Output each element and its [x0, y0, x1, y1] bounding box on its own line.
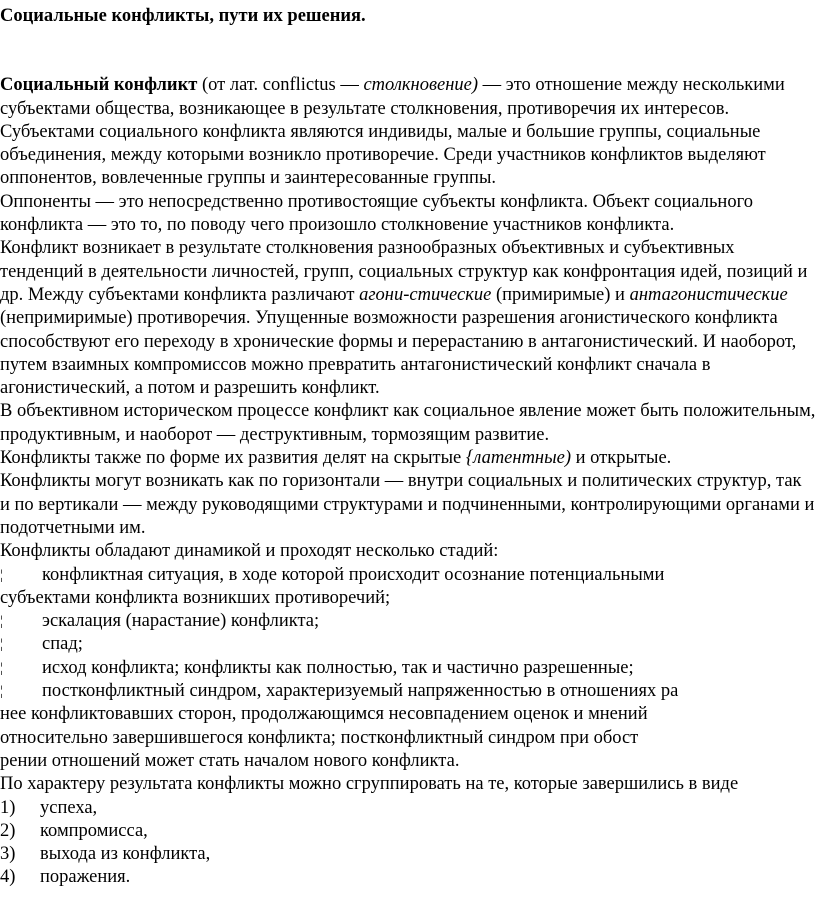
title-spacer [0, 28, 816, 74]
paragraph-forms [0, 447, 816, 470]
stage-continuation: рении отношений может стать началом нового конфликта. [0, 750, 460, 771]
result-item [0, 843, 816, 866]
result-item [0, 797, 816, 820]
contradictions-part-e: (непримиримые) противоречия. Упущенные возможности разрешения агонистического конфликта способствуют его переходу в хронические формы и перерастанию в антагонистический. И наоборот, путем взаимных компромиссов можно превратить антагонистический конфликт сначала в агонистический, а потом и разрешить конфликт. [0, 308, 797, 399]
paragraph-historical: В объективном историческом процессе конфликт как социальное явление может быть положительным, продуктивным, и наоборот — деструктивным, тормозящим развитие. [0, 401, 816, 445]
bullet-icon: ¦ [0, 567, 3, 583]
result-text: успеха, [40, 797, 98, 818]
result-text: выхода из конфликта, [40, 844, 211, 865]
document-title: Социальные конфликты, пути их решения. [0, 6, 366, 26]
stage-text: спад; [42, 634, 83, 655]
stage-item [0, 564, 816, 587]
paragraph-directions: Конфликты могут возникать как по горизонтали — внутри социальных и политических структур, так и по вертикали — между руководящими структурами и подчиненными, контролирующими органами и подотчетными им. [0, 471, 815, 538]
result-text: компромисса, [40, 820, 148, 841]
result-text: поражения. [40, 867, 131, 888]
stage-continuation: относительно завершившегося конфликта; постконфликтный синдром при обост [0, 727, 639, 748]
definition-part-c: — это отношение между несколькими субъектами общества, возникающее в результате столкновения, противоречия их интересов. [0, 75, 785, 119]
italic-antagonistic: антагонистические [629, 284, 788, 305]
paragraph-stages-intro: Конфликты обладают динамикой и проходят несколько стадий: [0, 541, 499, 562]
definition-part-a: (от лат. conflictus — [197, 75, 364, 96]
stage-text: исход конфликта; конфликты как полностью, так и частично разрешенные; [42, 657, 634, 678]
forms-part-c: и открытые. [571, 448, 672, 469]
paragraph-contradictions [0, 237, 816, 400]
result-number: 4) [0, 867, 16, 888]
bullet-icon: ¦ [0, 684, 3, 700]
stage-text: постконфликтный синдром, характеризуемый напряженностью в отношениях ра [42, 681, 679, 702]
bullet-icon: ¦ [0, 637, 3, 653]
stage-continuation: нее конфликтовавших сторон, продолжающимся несовпадением оценок и мнений [0, 704, 648, 725]
paragraph-results-intro: По характеру результата конфликты можно сгруппировать на те, которые завершились в виде [0, 774, 739, 795]
stage-continuation: субъектами конфликта возникших противоречий; [0, 587, 391, 608]
contradictions-part-a: Конфликт возникает в результате столкновения разнообразных объективных и субъективных тенденций в деятельности личностей, групп, социальных структур как конфронтация идей, позиций и др. Между субъектами конфликта различают [0, 238, 808, 305]
stage-item [0, 633, 816, 656]
forms-part-a: Конфликты также по форме их развития делят на скрытые [0, 448, 466, 469]
result-number: 3) [0, 844, 16, 865]
paragraph-definition [0, 74, 816, 121]
result-number: 1) [0, 797, 16, 818]
stage-text: эскалация (нарастание) конфликта; [42, 611, 320, 632]
italic-agonistic: агони-стические [359, 284, 492, 305]
paragraph-opponents: Оппоненты — это непосредственно противостоящие субъекты конфликта. Объект социального конфликта — это то, по поводу чего произошло столкновение участников конфликта. [0, 191, 753, 236]
contradictions-part-c: (примиримые) и [491, 284, 630, 305]
stage-item [0, 680, 816, 703]
stage-text: конфликтная ситуация, в ходе которой происходит осознание потенциальными [42, 564, 665, 585]
result-number: 2) [0, 820, 16, 841]
definition-italic: столкновение) [363, 75, 479, 96]
result-item [0, 820, 816, 843]
stage-item [0, 657, 816, 680]
term-social-conflict: Социальный конфликт [0, 75, 198, 96]
result-item [0, 866, 816, 889]
bullet-icon: ¦ [0, 660, 3, 676]
paragraph-subjects: Субъектами социального конфликта являются индивиды, малые и большие группы, социальные объединения, между которыми возникло противоречие. Среди участников конфликтов выделяют оппонентов, вовлеченные группы и заинтересованные группы. [0, 121, 766, 189]
bullet-icon: ¦ [0, 614, 3, 630]
italic-latent: {латентные) [465, 448, 572, 469]
stage-item [0, 610, 816, 633]
